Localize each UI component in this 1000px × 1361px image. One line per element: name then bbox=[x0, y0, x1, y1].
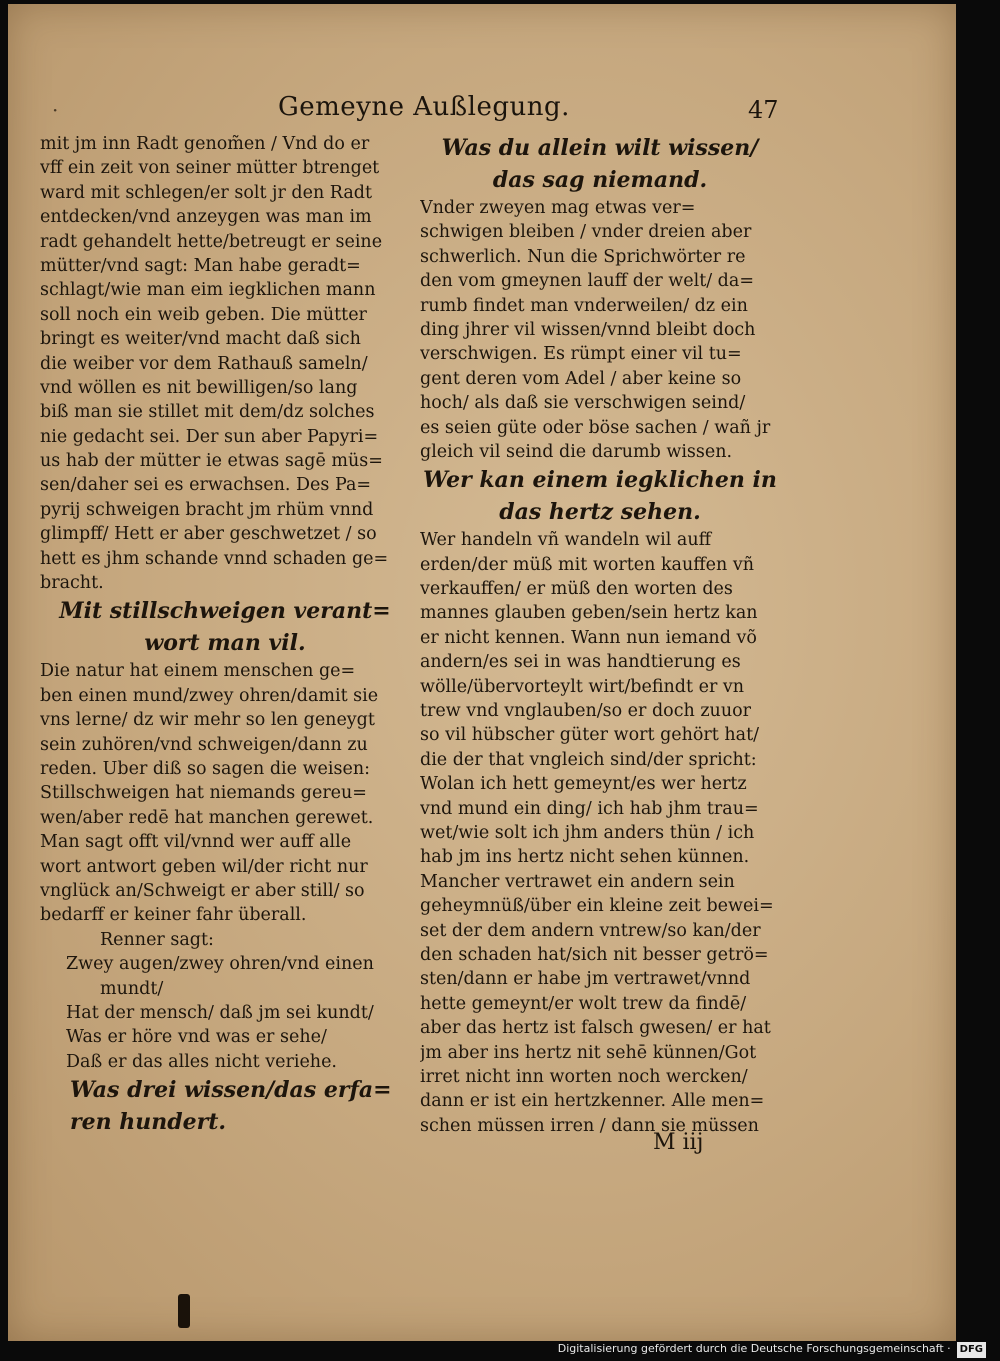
section-heading-hertz-sehen-cont: das hertz sehen. bbox=[499, 499, 701, 526]
text-line: bedarff er keiner fahr überall. bbox=[40, 905, 307, 926]
page-number: 47 bbox=[748, 96, 779, 124]
text-line: wort antwort geben wil/der richt nur bbox=[40, 856, 368, 877]
text-line: bringt es weiter/vnd macht daß sich bbox=[40, 329, 361, 350]
text-line: verkauffen/ er müß den worten des bbox=[420, 579, 733, 600]
text-line: Man sagt offt vil/vnnd wer auff alle bbox=[40, 832, 352, 853]
text-line: erden/der müß mit worten kauffen vñ bbox=[420, 554, 755, 575]
text-line: irret nicht inn worten noch wercken/ bbox=[420, 1066, 748, 1087]
text-line: hett es jhm schande vnnd schaden ge= bbox=[40, 548, 389, 569]
text-line: andern/es sei in was handtierung es bbox=[420, 652, 741, 673]
ink-stain bbox=[178, 1294, 190, 1328]
dfg-logo: DFG bbox=[957, 1342, 986, 1358]
text-line: ben einen mund/zwey ohren/damit sie bbox=[40, 685, 379, 706]
text-line: schen müssen irren / dann sie müssen bbox=[420, 1115, 759, 1136]
text-line: gent deren vom Adel / aber keine so bbox=[420, 368, 742, 389]
book-page bbox=[8, 4, 956, 1341]
text-line: vnd wöllen es nit bewilligen/so lang bbox=[40, 377, 358, 398]
verse-line: mundt/ bbox=[100, 978, 164, 999]
text-line: entdecken/vnd anzeygen was man im bbox=[40, 207, 372, 228]
text-line: Vnder zweyen mag etwas ver= bbox=[420, 198, 696, 218]
text-line: Mancher vertrawet ein andern sein bbox=[420, 871, 735, 892]
left-text-block-2 bbox=[40, 659, 410, 927]
text-line: mit jm inn Radt genom̃en / Vnd do er bbox=[40, 134, 370, 154]
text-line: Stillschweigen hat niemands gereu= bbox=[40, 783, 367, 804]
text-line: hab jm ins hertz nicht sehen künnen. bbox=[420, 847, 750, 868]
text-line: die der that vngleich sind/der spricht: bbox=[420, 749, 757, 770]
text-line: schwerlich. Nun die Sprichwörter re bbox=[420, 246, 746, 267]
text-line: sen/daher sei es erwachsen. Des Pa= bbox=[40, 475, 372, 496]
verse-line: Hat der mensch/ daß jm sei kundt/ bbox=[66, 1002, 374, 1023]
right-column bbox=[420, 132, 780, 1138]
text-line: bracht. bbox=[40, 573, 104, 594]
text-line: schwigen bleiben / vnder dreien aber bbox=[420, 222, 752, 243]
left-column bbox=[40, 132, 410, 1138]
text-line: soll noch ein weib geben. Die mütter bbox=[40, 304, 367, 325]
text-line: wen/aber redē hat manchen gerewet. bbox=[40, 807, 374, 828]
signature-mark: M iij bbox=[653, 1130, 704, 1155]
text-line: biß man sie stillet mit dem/dz solches bbox=[40, 402, 375, 423]
verse-attribution: Renner sagt: bbox=[100, 929, 214, 950]
section-heading-allein-wissen-cont: das sag niemand. bbox=[492, 167, 708, 193]
header-mark: · bbox=[52, 98, 59, 122]
text-line: jm aber ins hertz nit sehē künnen/Got bbox=[420, 1042, 757, 1063]
footer-text: Digitalisierung gefördert durch die Deutsche Forschungsgemeinschaft · bbox=[557, 1342, 951, 1355]
text-line: vnglück an/Schweigt er aber still/ so bbox=[40, 880, 365, 901]
text-line: vff ein zeit von seiner mütter btrenget bbox=[40, 158, 380, 179]
text-line: die weiber vor dem Rathauß sameln/ bbox=[40, 353, 368, 374]
text-line: nie gedacht sei. Der sun aber Papyri= bbox=[40, 426, 379, 447]
digitization-footer bbox=[558, 1341, 986, 1357]
text-line: radt gehandelt hette/betreugt er seine bbox=[40, 231, 383, 252]
text-line: reden. Uber diß so sagen die weisen: bbox=[40, 758, 371, 779]
text-line: ding jhrer vil wissen/vnnd bleibt doch bbox=[420, 319, 756, 340]
text-line: wölle/übervorteylt wirt/befindt er vn bbox=[420, 676, 745, 697]
text-line: hoch/ als daß sie verschwigen seind/ bbox=[420, 393, 746, 414]
text-line: dann er ist ein hertzkenner. Alle men= bbox=[420, 1091, 765, 1112]
verse-line: Was er höre vnd was er sehe/ bbox=[66, 1027, 327, 1048]
text-line: wet/wie solt ich jhm anders thün / ich bbox=[420, 822, 755, 843]
left-text-block-1 bbox=[40, 132, 410, 595]
text-line: gleich vil seind die darumb wissen. bbox=[420, 441, 733, 462]
text-line: sein zuhören/vnd schweigen/dann zu bbox=[40, 734, 368, 755]
right-text-block-2 bbox=[420, 528, 780, 1138]
text-line: set der dem andern vntrew/so kan/der bbox=[420, 920, 761, 941]
text-line: glimpff/ Hett er aber geschwetzet / so bbox=[40, 524, 377, 545]
section-heading-hertz-sehen: Wer kan einem iegklichen in bbox=[423, 467, 777, 494]
verse-line: Zwey augen/zwey ohren/vnd einen bbox=[66, 954, 374, 975]
text-line: us hab der mütter ie etwas sagē müs= bbox=[40, 451, 383, 472]
text-line: aber das hertz ist falsch gwesen/ er hat bbox=[420, 1018, 771, 1039]
text-line: schlagt/wie man eim iegklichen mann bbox=[40, 280, 376, 301]
text-line: er nicht kennen. Wann nun iemand võ bbox=[420, 627, 757, 648]
text-line: trew vnd vnglauben/so er doch zuuor bbox=[420, 701, 752, 722]
text-line: verschwigen. Es rümpt einer vil tu= bbox=[420, 344, 742, 365]
text-line: so vil hübscher güter wort gehört hat/ bbox=[420, 725, 760, 746]
text-line: es seien güte oder böse sachen / wañ jr bbox=[420, 417, 771, 438]
text-line: mütter/vnd sagt: Man habe geradt= bbox=[40, 255, 361, 276]
text-line: Wolan ich hett gemeynt/es wer hertz bbox=[420, 774, 747, 795]
text-line: den schaden hat/sich nit besser getrö= bbox=[420, 944, 769, 965]
section-heading-verantwort-cont: wort man vil. bbox=[144, 630, 306, 657]
text-line: Die natur hat einem menschen ge= bbox=[40, 661, 356, 682]
running-title: Gemeyne Außlegung. bbox=[278, 92, 570, 122]
section-heading-drei-wissen: Was drei wissen/das erfa= bbox=[70, 1077, 392, 1104]
text-line: Wer handeln vñ wandeln wil auff bbox=[420, 530, 712, 551]
section-heading-allein-wissen: Was du allein wilt wissen/ bbox=[441, 135, 759, 161]
text-line: den vom gmeynen lauff der welt/ da= bbox=[420, 271, 754, 292]
text-line: geheymnüß/über ein kleine zeit bewei= bbox=[420, 896, 774, 917]
section-heading-verantwort: Mit stillschweigen verant= bbox=[59, 598, 391, 625]
text-line: pyrij schweigen bracht jm rhüm vnnd bbox=[40, 499, 374, 520]
text-line: sten/dann er habe jm vertrawet/vnnd bbox=[420, 969, 751, 990]
running-header bbox=[48, 92, 788, 132]
right-text-block-1 bbox=[420, 196, 780, 464]
text-line: vns lerne/ dz wir mehr so len geneygt bbox=[40, 710, 375, 731]
section-heading-drei-wissen-cont: ren hundert. bbox=[70, 1109, 227, 1136]
text-line: hette gemeynt/er wolt trew da findē/ bbox=[420, 993, 747, 1014]
text-line: vnd mund ein ding/ ich hab jhm trau= bbox=[420, 798, 759, 819]
text-line: ward mit schlegen/er solt jr den Radt bbox=[40, 182, 373, 203]
verse-line: Daß er das alles nicht veriehe. bbox=[66, 1051, 337, 1072]
text-line: rumb findet man vnderweilen/ dz ein bbox=[420, 295, 748, 316]
text-line: mannes glauben geben/sein hertz kan bbox=[420, 603, 758, 624]
